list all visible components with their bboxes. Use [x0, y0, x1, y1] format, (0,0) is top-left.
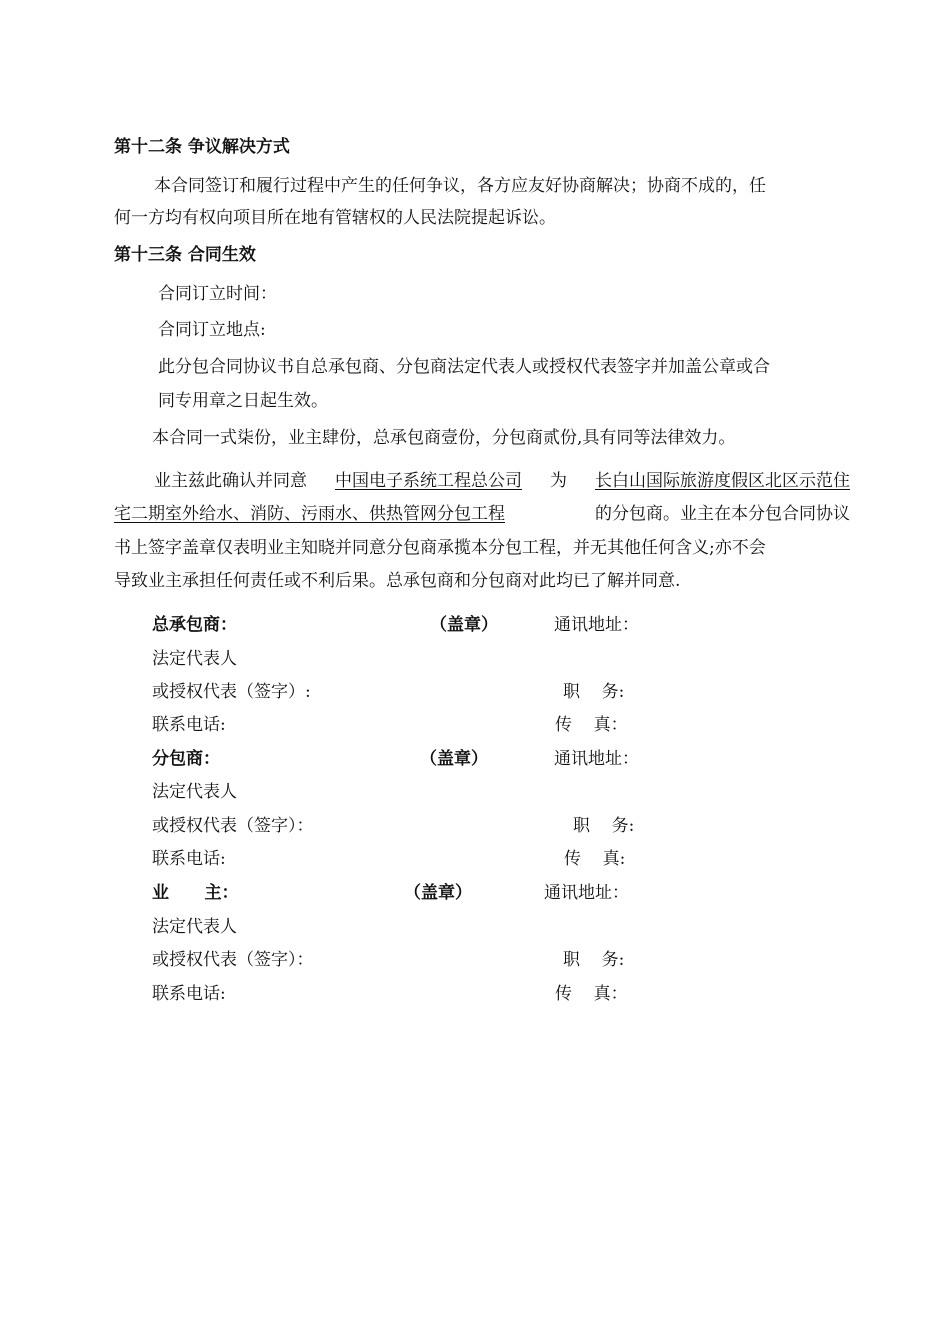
owner-fax: 传 真： [555, 984, 628, 1004]
gc-fax: 传 真： [555, 715, 628, 735]
general-contractor-name: 中国电子系统工程总公司 [335, 471, 522, 491]
effect-clause-line-2: 同专用章之日起生效。 [158, 391, 328, 411]
contract-sign-time: 合同订立时间： [158, 284, 277, 304]
sub-position: 职 务: [573, 816, 635, 836]
owner-confirm-line-2 [114, 504, 850, 524]
project-name-part-1: 长白山国际旅游度假区北区示范住 [595, 471, 850, 491]
owner-legal-rep: 法定代表人 [152, 917, 237, 937]
owner-position: 职 务: [563, 950, 625, 970]
article-12-paragraph-line-2: 何一方均有权向项目所在地有管辖权的人民法院提起诉讼。 [114, 208, 556, 228]
owner-confirm-line-1 [154, 471, 850, 491]
sub-legal-rep: 法定代表人 [152, 782, 237, 802]
owner-confirm-text-c: 的分包商。业主在本分包合同协议 [595, 504, 850, 524]
gc-legal-rep: 法定代表人 [152, 649, 237, 669]
sub-seal: （盖章） [420, 749, 488, 769]
effect-clause-line-1: 此分包合同协议书自总承包商、分包商法定代表人或授权代表签字并加盖公章或合 [158, 357, 770, 377]
gc-seal: （盖章） [430, 615, 498, 635]
owner-address: 通讯地址： [544, 883, 629, 903]
owner-confirm-text-b: 为 [550, 471, 567, 491]
sub-address: 通讯地址： [554, 749, 639, 769]
gc-auth-rep: 或授权代表（签字）: [152, 682, 311, 702]
sub-phone: 联系电话: [152, 849, 226, 869]
owner-title: 业 主： [152, 883, 239, 903]
owner-phone: 联系电话: [152, 984, 226, 1004]
owner-seal: （盖章） [404, 883, 472, 903]
project-name-part-2: 宅二期室外给水、消防、污雨水、供热管网分包工程 [114, 504, 505, 524]
copies-clause: 本合同一式柒份，业主肆份，总承包商壹份，分包商贰份,具有同等法律效力。 [152, 428, 736, 448]
contract-sign-place: 合同订立地点: [158, 320, 266, 340]
article-12-heading: 第十二条 争议解决方式 [114, 137, 290, 157]
owner-confirm-line-3: 书上签字盖章仅表明业主知晓并同意分包商承揽本分包工程，并无其他任何含义;亦不会 [114, 538, 766, 558]
gc-title: 总承包商： [152, 615, 237, 635]
owner-confirm-line-4: 导致业主承担任何责任或不利后果。总承包商和分包商对此均已了解并同意. [114, 571, 681, 591]
sub-fax: 传 真: [564, 849, 626, 869]
article-13-heading: 第十三条 合同生效 [114, 245, 256, 265]
owner-confirm-text-a: 业主兹此确认并同意 [154, 471, 307, 491]
sub-title: 分包商： [152, 749, 220, 769]
sub-auth-rep: 或授权代表（签字）： [152, 816, 314, 836]
article-12-paragraph-line-1: 本合同签订和履行过程中产生的任何争议，各方应友好协商解决；协商不成的，任 [154, 176, 766, 196]
gc-phone: 联系电话: [152, 715, 226, 735]
gc-position: 职 务: [563, 682, 625, 702]
gc-address: 通讯地址： [554, 615, 639, 635]
owner-auth-rep: 或授权代表（签字）： [152, 950, 314, 970]
